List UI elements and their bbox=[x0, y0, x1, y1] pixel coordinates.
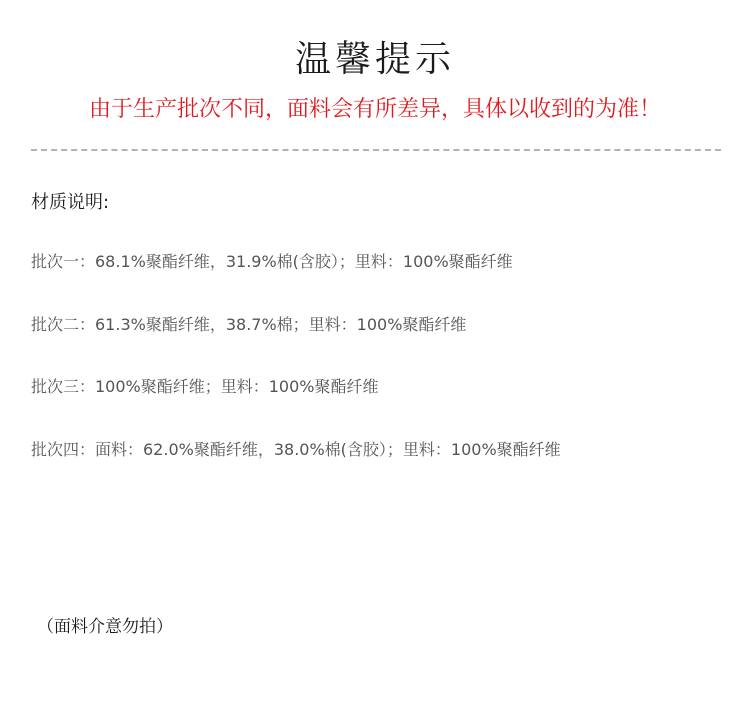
fabric-footnote: （面料介意勿拍） bbox=[37, 617, 173, 637]
batch-1-composition: 批次一：68.1%聚酯纤维，31.9%棉(含胶）；里料：100%聚酯纤维 bbox=[31, 252, 513, 271]
batch-3-composition: 批次三：100%聚酯纤维；里料：100%聚酯纤维 bbox=[31, 377, 379, 396]
materials-heading: 材质说明: bbox=[31, 192, 110, 213]
batch-difference-notice: 由于生产批次不同，面料会有所差异，具体以收到的为准！ bbox=[88, 97, 661, 122]
batch-2-composition: 批次二：61.3%聚酯纤维，38.7%棉；里料：100%聚酯纤维 bbox=[31, 315, 467, 334]
batch-4-composition: 批次四：面料：62.0%聚酯纤维，38.0%棉(含胶）；里料：100%聚酯纤维 bbox=[31, 440, 561, 459]
dashed-divider bbox=[31, 149, 721, 151]
page-title: 温馨提示 bbox=[294, 39, 455, 80]
